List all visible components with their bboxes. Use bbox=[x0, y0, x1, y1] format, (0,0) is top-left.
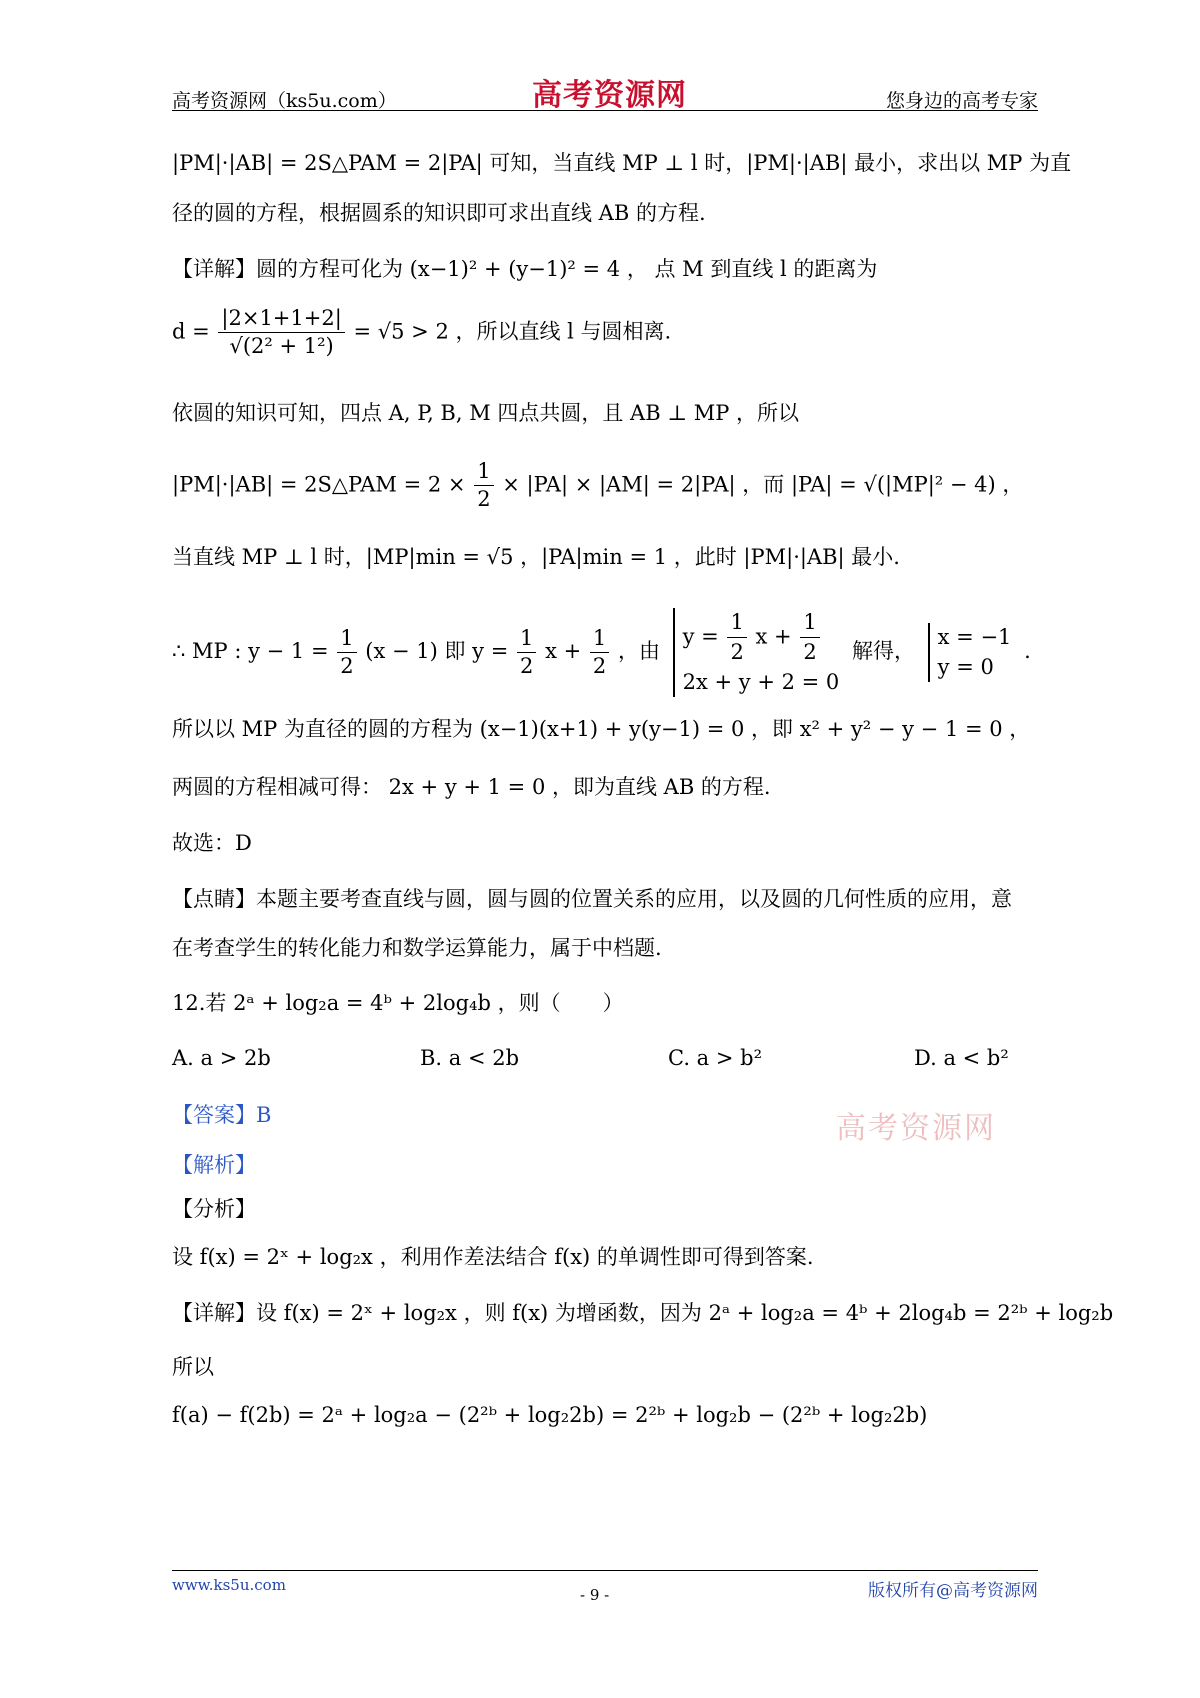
text-line-3: 【详解】圆的方程可化为 (x−1)² + (y−1)² = 4 ， 点 M 到直线 l 的距离为 bbox=[172, 257, 878, 281]
frac-3-num: 1 bbox=[590, 625, 609, 653]
text-line-1: |PM|·|AB| = 2S△PAM = 2|PA| 可知，当直线 MP ⊥ l 时，|PM|·|AB| 最小，求出以 MP 为直 bbox=[172, 151, 1072, 175]
frac-4 bbox=[727, 608, 746, 668]
text-line-5: 依圆的知识可知，四点 A, P, B, M 四点共圆，且 AB ⊥ MP ，所以 bbox=[172, 401, 800, 425]
system-row-1 bbox=[683, 608, 840, 668]
frac-2 bbox=[517, 625, 536, 681]
header-left-text: 高考资源网（ks5u.com） bbox=[172, 90, 397, 112]
option-c: C. a > b² bbox=[668, 1046, 762, 1070]
question-12: 12.若 2ᵃ + log₂a = 4ᵇ + 2log₄b ，则（ ） bbox=[172, 991, 624, 1015]
text-line-6 bbox=[172, 458, 1038, 514]
option-b: B. a < 2b bbox=[420, 1046, 520, 1070]
system-row-1-a: y = bbox=[682, 624, 719, 649]
answer-label: 【答案】B bbox=[172, 1103, 272, 1127]
frac-1 bbox=[337, 625, 356, 681]
half-fraction bbox=[474, 458, 493, 514]
option-d: D. a < b² bbox=[914, 1046, 1009, 1070]
mp-eq-d: ，由 bbox=[617, 639, 660, 664]
frac-3-den: 2 bbox=[592, 654, 607, 679]
text-line-7: 当直线 MP ⊥ l 时，|MP|min = √5 ，|PA|min = 1 ，此时 |PM|·|AB| 最小. bbox=[172, 545, 900, 569]
text-line-21: 【详解】设 f(x) = 2ˣ + log₂x ，则 f(x) 为增函数，因为 2ᵃ + log₂a = 4ᵇ + 2log₄b = 2²ᵇ + log₂b bbox=[172, 1301, 1114, 1325]
distance-lhs: d = bbox=[172, 319, 210, 344]
frac-1-num: 1 bbox=[337, 625, 356, 653]
frac-3 bbox=[590, 625, 609, 681]
solution-row-2: y = 0 bbox=[937, 654, 994, 679]
frac-2-num: 1 bbox=[517, 625, 536, 653]
footer-website-link[interactable]: www.ks5u.com bbox=[172, 1576, 286, 1594]
text-line-4 bbox=[172, 305, 1038, 361]
watermark: 高考资源网 bbox=[836, 1111, 996, 1146]
solution-end: . bbox=[1024, 639, 1031, 664]
mp-eq-a: ∴ MP : y − 1 = bbox=[172, 639, 329, 664]
solved-text: 解得， bbox=[851, 639, 915, 664]
header-right-text: 您身边的高考专家 bbox=[885, 90, 1038, 112]
frac-4-num: 1 bbox=[727, 608, 746, 638]
frac-5-num: 1 bbox=[800, 608, 819, 638]
text-line-8 bbox=[172, 608, 1038, 697]
frac-1-den: 2 bbox=[340, 654, 354, 679]
fenxi-label: 【分析】 bbox=[172, 1197, 256, 1221]
frac-2-den: 2 bbox=[520, 654, 534, 679]
page-number: - 9 - bbox=[580, 1586, 610, 1604]
solution-row-1: x = −1 bbox=[937, 625, 1012, 650]
system-row-2: 2x + y + 2 = 0 bbox=[682, 669, 840, 694]
equation-system bbox=[673, 608, 840, 697]
footer-copyright: 版权所有@高考资源网 bbox=[868, 1581, 1038, 1601]
text-line-11: 故选：D bbox=[172, 831, 252, 855]
distance-denominator: √(2² + 1²) bbox=[229, 334, 334, 359]
distance-rest: = √5 > 2 ，所以直线 l 与圆相离. bbox=[353, 319, 672, 344]
text-line-23: f(a) − f(2b) = 2ᵃ + log₂a − (2²ᵇ + log₂2b) = 2²ᵇ + log₂b − (2²ᵇ + log₂2b) bbox=[172, 1403, 928, 1427]
area-part-a: |PM|·|AB| = 2S△PAM = 2 × bbox=[172, 472, 466, 497]
frac-4-den: 2 bbox=[730, 640, 744, 665]
header-divider bbox=[172, 110, 1038, 111]
footer-divider bbox=[172, 1570, 1038, 1571]
system-row-1-b: x + bbox=[755, 624, 792, 649]
option-a: A. a > 2b bbox=[172, 1046, 271, 1070]
distance-numerator: |2×1+1+2| bbox=[218, 305, 344, 333]
text-line-10: 两圆的方程相减可得： 2x + y + 1 = 0 ，即为直线 AB 的方程. bbox=[172, 775, 771, 799]
frac-5-den: 2 bbox=[803, 640, 817, 665]
text-line-9: 所以以 MP 为直径的圆的方程为 (x−1)(x+1) + y(y−1) = 0 ，即 x² + y² − y − 1 = 0 ， bbox=[172, 717, 1031, 741]
text-line-2: 径的圆的方程，根据圆系的知识即可求出直线 AB 的方程. bbox=[172, 201, 706, 225]
text-line-13: 在考查学生的转化能力和数学运算能力，属于中档题. bbox=[172, 936, 662, 960]
area-part-b: × |PA| × |AM| = 2|PA| ，而 |PA| = √(|MP|² − 4) ， bbox=[502, 472, 1024, 497]
mp-eq-c: x + bbox=[545, 639, 582, 664]
text-line-20: 设 f(x) = 2ˣ + log₂x ，利用作差法结合 f(x) 的单调性即可得到答案. bbox=[172, 1245, 814, 1269]
text-line-22: 所以 bbox=[172, 1355, 214, 1379]
solution-system bbox=[928, 623, 1012, 682]
half-denominator: 2 bbox=[477, 487, 491, 512]
mp-eq-b: (x − 1) 即 y = bbox=[365, 639, 509, 664]
half-numerator: 1 bbox=[474, 458, 493, 486]
distance-fraction bbox=[218, 305, 344, 361]
frac-5 bbox=[800, 608, 819, 668]
text-line-12: 【点睛】本题主要考查直线与圆，圆与圆的位置关系的应用，以及圆的几何性质的应用，意 bbox=[172, 887, 1012, 911]
analysis-label: 【解析】 bbox=[172, 1153, 256, 1177]
header-logo: 高考资源网 bbox=[532, 78, 687, 113]
